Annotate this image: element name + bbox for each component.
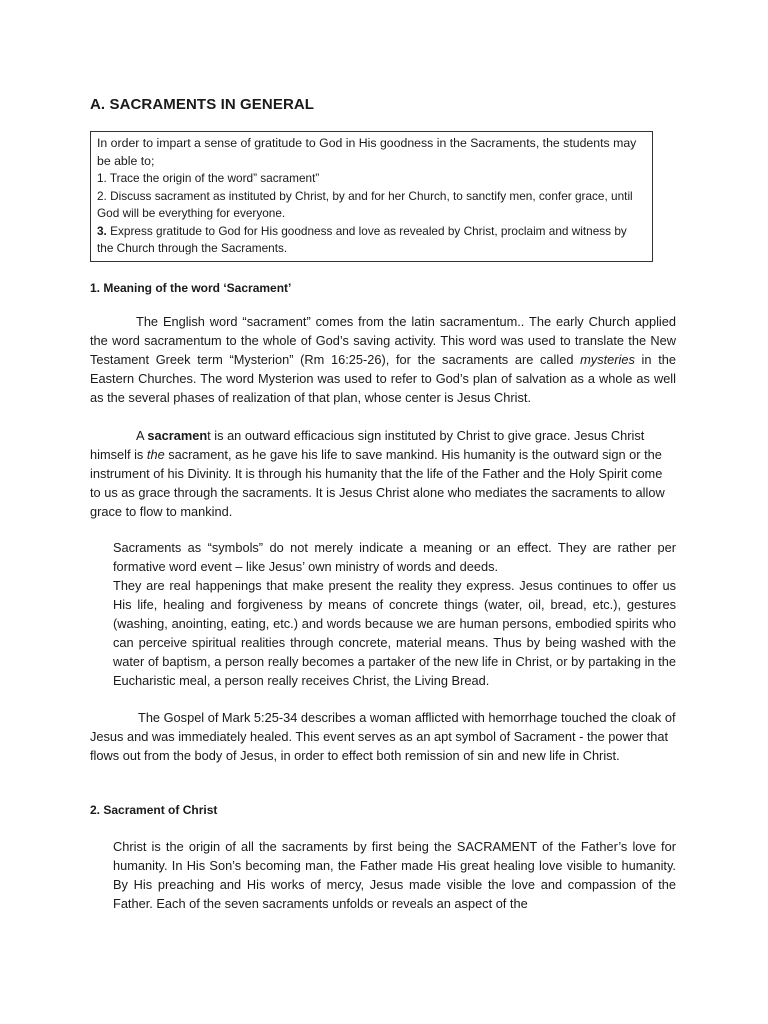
section-2-title: 2. Sacrament of Christ bbox=[90, 803, 218, 817]
paragraph: They are real happenings that make present the reality they express. Jesus continues to offer us His life, healing and forgiveness by means of concrete things (water, oil, bread, etc.), gestures (washing, anointing, eating, etc.) and words because we are human persons, embodied spirits who can perceive spiritual realities through concrete, material means. Thus by being washed with the water of baptism, a person really becomes a partaker of the new life in Christ, or by partaking in the Eucharistic meal, a person really receives Christ, the Living Bread. bbox=[113, 578, 676, 688]
objective-item-3-text: Express gratitude to God for His goodness and love as revealed by Christ, proclaim and witness by the Church through the Sacraments. bbox=[97, 223, 627, 255]
emphasis-the: the bbox=[146, 446, 165, 462]
paragraph: The English word “sacrament” comes from the latin sacramentum.. The early Church applied the word sacramentum to the whole of God’s saving activity. This word was used to translate the New Testament Greek term “Mysterion” (Rm 16:25-26), for the sacraments are called mysteries in the Eastern Churches. The word Mysterion was used to refer to God’s plan of salvation as a whole as well as the several phases of realization of that plan, whose center is Jesus Christ. bbox=[90, 314, 676, 405]
objective-item-3 bbox=[97, 223, 646, 258]
section-1-title: 1. Meaning of the word ‘Sacrament’ bbox=[90, 281, 292, 295]
paragraph: Sacraments as “symbols” do not merely indicate a meaning or an effect. They are rather per formative word event – like Jesus’ own ministry of words and deeds. bbox=[113, 540, 676, 574]
bold-sacrament: sacramen bbox=[147, 428, 208, 443]
objectives-box bbox=[90, 131, 653, 262]
paragraph: A sacrament is an outward efficacious sign instituted by Christ to give grace. Jesus Christ himself is the sacrament, as he gave his life to save mankind. His humanity is the outward sign or the instrument of his Divinity. It is through his humanity that the life of the Father and the Holy Spirit come to us as grace through the sacraments. It is Jesus Christ alone who mediates the sacraments to allow grace to flow to mankind. bbox=[90, 428, 665, 519]
objective-item-2: 2. Discuss sacrament as instituted by Christ, by and for her Church, to sanctify men, confer grace, until God will be everything for everyone. bbox=[97, 188, 633, 220]
paragraph: Christ is the origin of all the sacraments by first being the SACRAMENT of the Father’s love for humanity. In His Son’s becoming man, the Father made His great healing love visible to humanity. By His preaching and His works of mercy, Jesus made visible the love and compassion of the Father. Each of the seven sacraments unfolds or reveals an aspect of the bbox=[113, 839, 676, 911]
objective-item-1: 1. Trace the origin of the word” sacrament” bbox=[97, 171, 320, 185]
section-heading: A. SACRAMENTS IN GENERAL bbox=[90, 96, 315, 113]
objective-item-3-number: 3. bbox=[97, 223, 107, 238]
paragraph: The Gospel of Mark 5:25-34 describes a woman afflicted with hemorrhage touched the cloak of Jesus and was immediately healed. This event serves as an apt symbol of Sacrament - the power that flows out from the body of Jesus, in order to effect both remission of sin and new life in Christ. bbox=[90, 710, 676, 763]
emphasis-mysteries: mysteries bbox=[580, 351, 635, 367]
objectives-intro: In order to impart a sense of gratitude to God in His goodness in the Sacraments, the students may be able to; bbox=[97, 136, 637, 168]
